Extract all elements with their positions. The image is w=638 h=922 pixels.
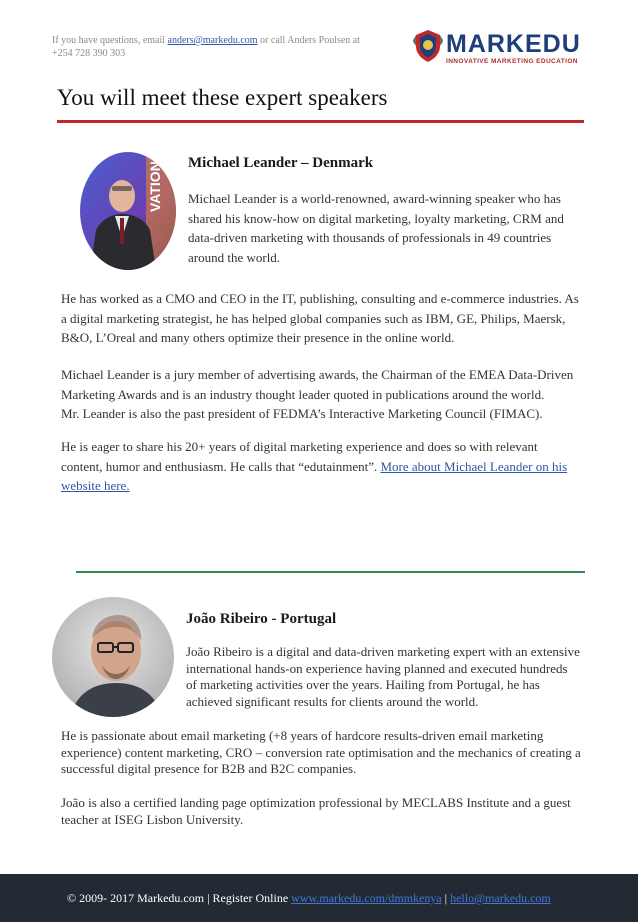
speaker-photo-michael-leander (80, 152, 176, 270)
speaker-intro: João Ribeiro is a digital and data-driven marketing expert with an extensive international hands-on experience having planned and executed hundreds of marketing activities over the years. Hailing from Portugal, he has achieved significant results for clients around the world. (186, 644, 580, 709)
crest-icon (412, 28, 444, 64)
speaker-photo-joao-ribeiro (52, 597, 174, 717)
footer-email-link[interactable]: hello@markedu.com (450, 891, 551, 905)
footer (0, 874, 638, 922)
section-divider (76, 571, 585, 573)
page-title: You will meet these expert speakers (57, 85, 388, 110)
logo-tagline: INNOVATIVE MARKETING EDUCATION (446, 58, 578, 65)
speaker-website-link[interactable]: More about Michael Leander on his website here. (61, 458, 568, 493)
contact-prefix: If you have questions, email (52, 35, 168, 46)
contact-email-link[interactable]: anders@markedu.com (167, 35, 258, 46)
contact-suffix: or call Anders Poulsen at +254 728 390 303 (52, 35, 361, 59)
contact-info (52, 34, 382, 60)
speaker-bio-paragraph: He has worked as a CMO and CEO in the IT, publishing, consulting and e-commerce industries. As a digital marketing strategist, he has helped global companies such as IBM, GE, Philips, Maersk, B&O, L’Oreal and many others optimize their presence in the online world. (61, 291, 579, 345)
speaker-bio-paragraph: He is passionate about email marketing (+8 years of hardcore results-driven email marketing experience) content marketing, CRO – conversion rate optimisation and the mechanics of creating a successful digital presence for B2B and B2C companies. (61, 728, 581, 776)
logo-wordmark: MARKEDU (446, 30, 581, 58)
footer-copyright: © 2009- 2017 Markedu.com | Register Online (67, 891, 292, 905)
markedu-logo (412, 28, 592, 72)
speaker-intro: Michael Leander is a world-renowned, award-winning speaker who has shared his know-how on digital marketing, loyalty marketing, CRM and data-driven marketing with thousands of professionals in 49 countries around the world. (188, 191, 564, 265)
speaker-name: Michael Leander – Denmark (188, 155, 374, 171)
speaker-bio-paragraph: João is also a certified landing page optimization professional by MECLABS Institute and a guest teacher at ISEG Lisbon University. (61, 795, 571, 827)
footer-register-link[interactable]: www.markedu.com/dmmkenya (291, 891, 442, 905)
title-divider (57, 120, 584, 123)
speaker-bio-paragraph (61, 365, 581, 424)
footer-separator: | (441, 891, 451, 905)
footer-text (67, 891, 551, 906)
speaker-bio-text: He is eager to share his 20+ years of digital marketing experience and does so with relevant content, humor and enthusiasm. He calls that “edutainment”. (61, 439, 538, 474)
speaker-bio-text: Mr. Leander is also the past president of FEDMA’s Interactive Marketing Council (FIMAC). (61, 406, 543, 421)
speaker-name: João Ribeiro - Portugal (186, 611, 337, 627)
speaker-bio-paragraph (61, 437, 581, 496)
svg-text:VATION: VATION (147, 161, 163, 212)
speaker-bio-text: Michael Leander is a jury member of advertising awards, the Chairman of the EMEA Data-Driven Marketing Awards and is an industry thought leader quoted in publications around the world. (61, 367, 574, 402)
